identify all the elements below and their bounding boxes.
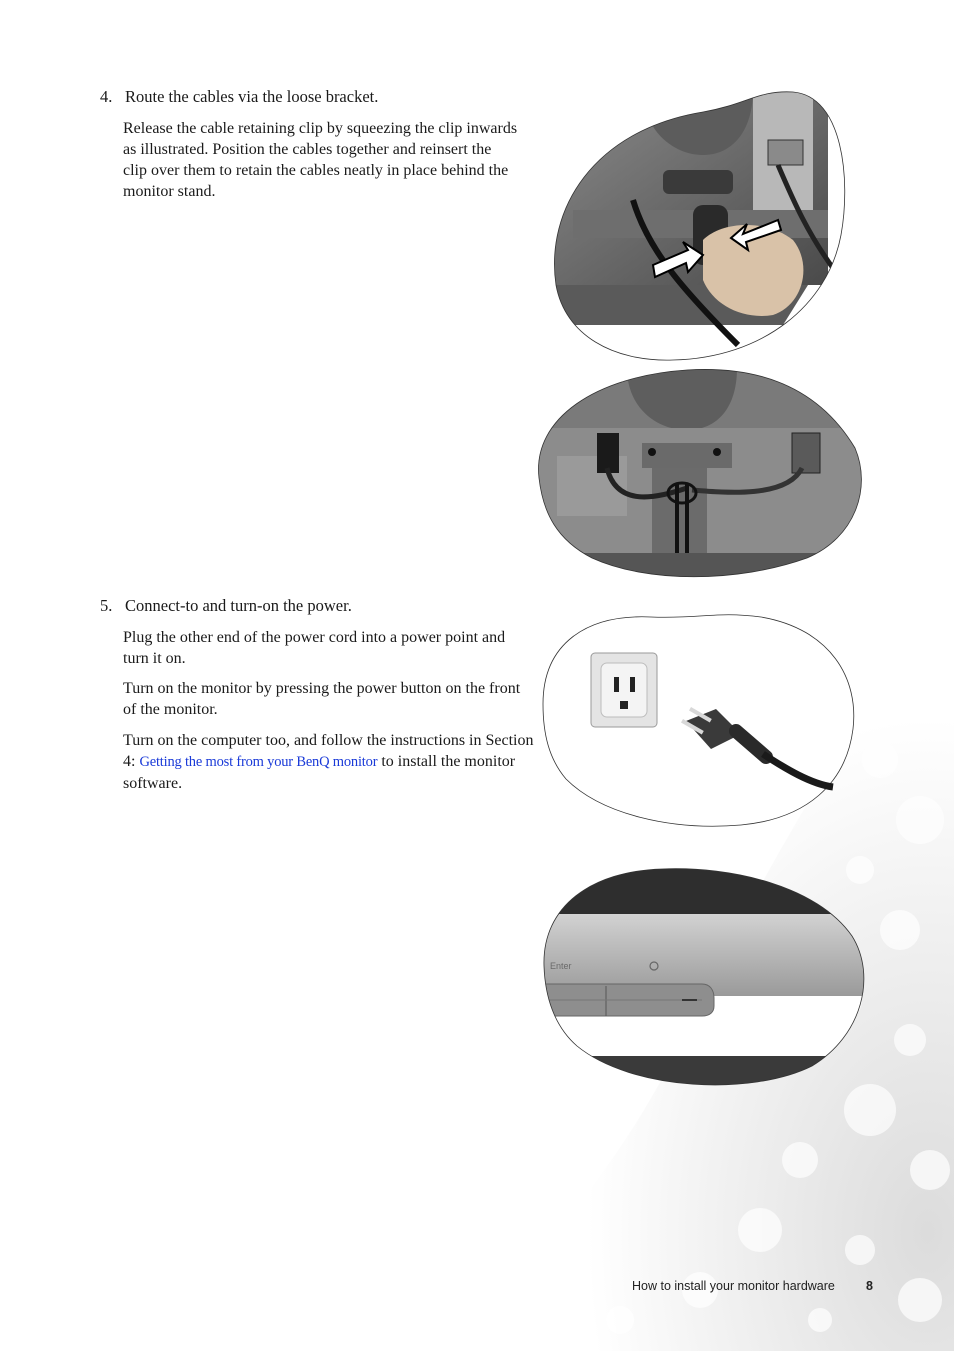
cable-clip-squeeze-illustration: [553, 90, 848, 362]
step-5-para-1: Plug the other end of the power cord into a power point and turn it on.: [123, 629, 506, 667]
step-5-para-3: [123, 730, 535, 794]
step-5-para-2: Turn on the monitor by pressing the power button on the front of the monitor.: [123, 680, 521, 718]
step-5-title: Connect-to and turn-on the power.: [125, 596, 352, 615]
step-5-para-3-suffix: to install the monitor software.: [123, 753, 516, 792]
section-4-link[interactable]: Getting the most from your BenQ monitor: [139, 754, 378, 770]
step-4-heading: [100, 87, 378, 107]
page-number: 8: [866, 1279, 873, 1293]
step-4-number: 4.: [100, 87, 113, 106]
step-4-body: Release the cable retaining clip by squeezing the clip inwards as illustrated. Position the cables together and reinsert the clip over them to retain the cables neatly in place behind the monitor stand.: [123, 120, 518, 200]
step-5-para-3-prefix: Turn on the computer too, and follow the instructions in Section 4:: [123, 732, 534, 770]
power-outlet-plug-illustration: [541, 609, 859, 831]
monitor-power-button-illustration: [542, 866, 868, 1088]
routed-cables-illustration: [537, 368, 865, 580]
step-4-title: Route the cables via the loose bracket.: [125, 87, 379, 106]
enter-button-label: Enter: [550, 961, 572, 971]
step-5-heading: [100, 596, 352, 616]
step-5-number: 5.: [100, 596, 113, 615]
footer-section-title: How to install your monitor hardware: [632, 1279, 835, 1293]
